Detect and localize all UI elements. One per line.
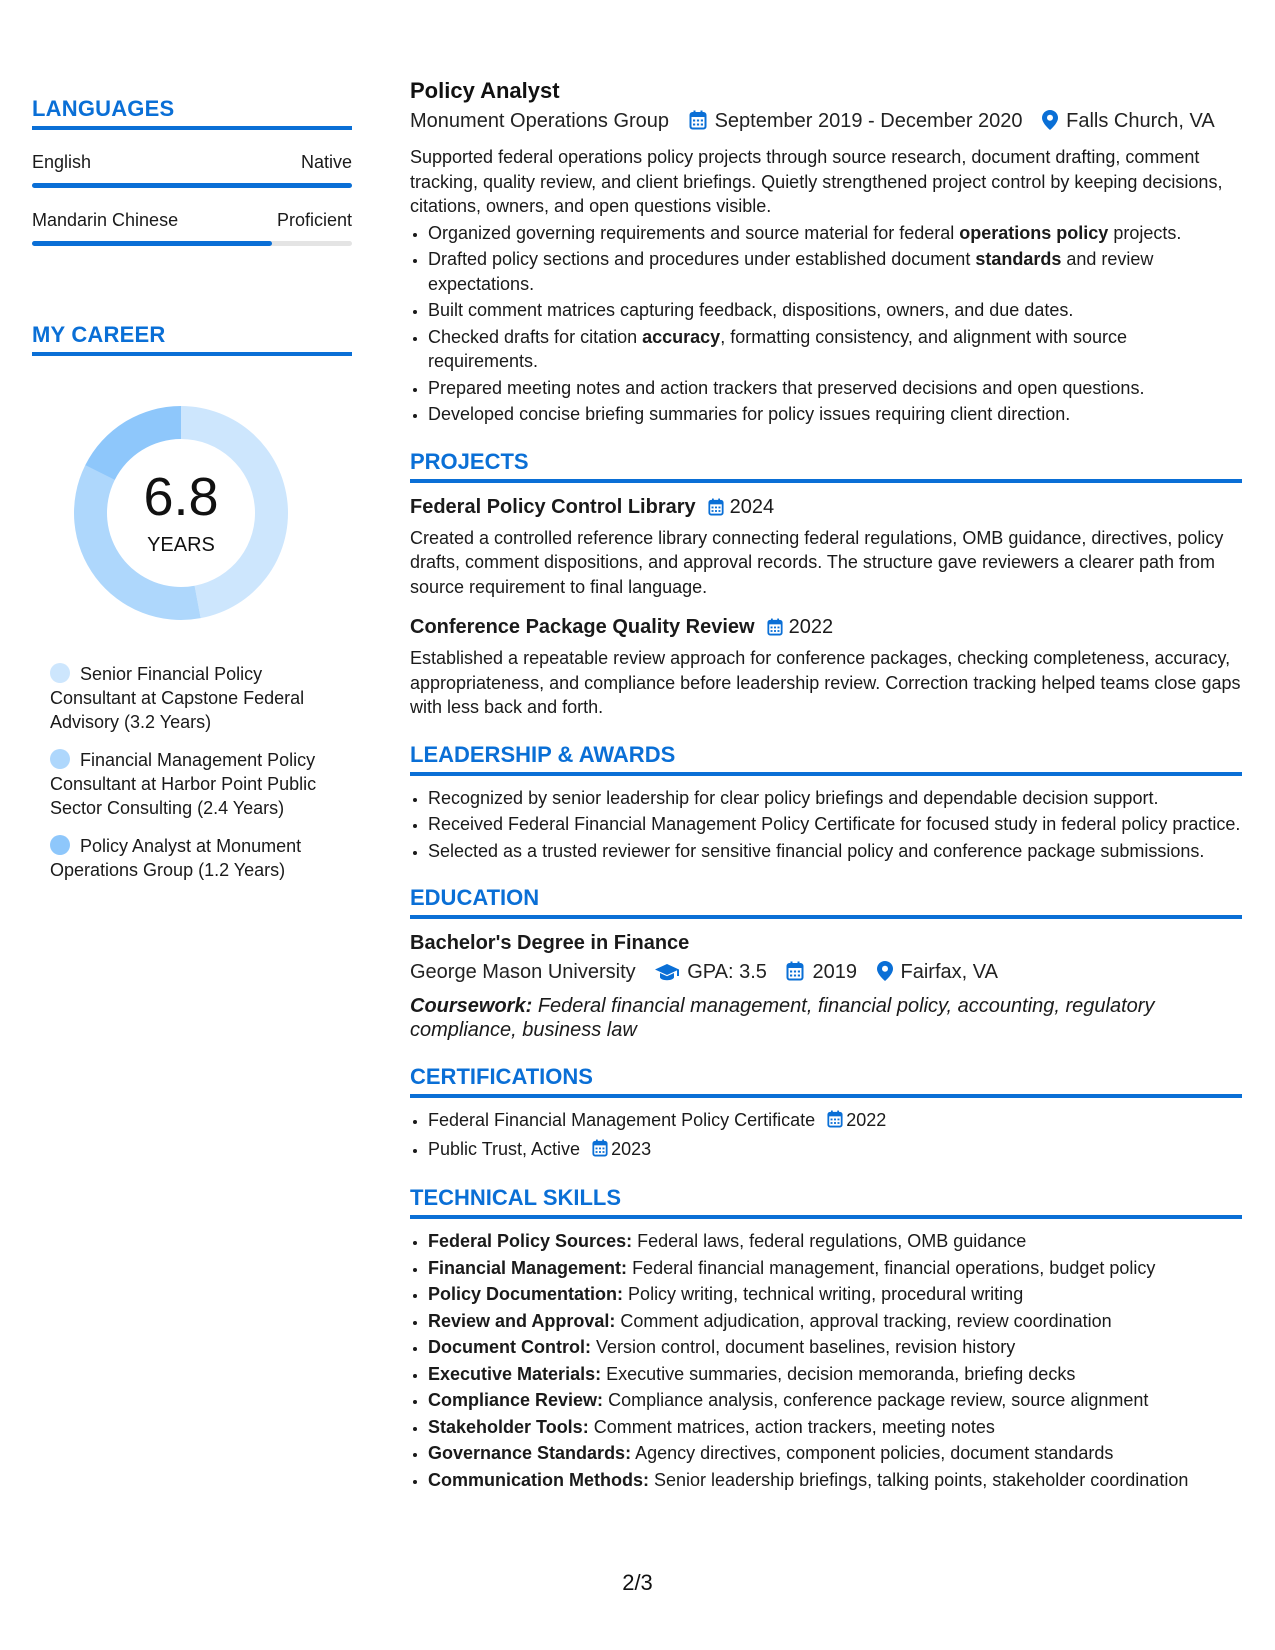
project-year: 2024 [729, 495, 775, 518]
education-school: George Mason University [410, 961, 636, 983]
skill-value: Senior leadership briefings, talking points, stakeholder coordination [654, 1469, 1189, 1490]
skill-value: Version control, document baselines, revision history [596, 1337, 1016, 1357]
skill-label: Executive Materials: [428, 1363, 602, 1384]
education-coursework [410, 994, 1242, 1042]
job-bullets [410, 221, 1242, 427]
skill-item [428, 1309, 1242, 1334]
project-title: Federal Policy Control Library [410, 495, 696, 518]
skill-item [428, 1468, 1242, 1493]
graduation-cap-icon [655, 960, 679, 990]
skill-value: Agency directives, component policies, document standards [635, 1443, 1114, 1463]
calendar-icon [592, 1139, 608, 1164]
legend-dot-icon [50, 835, 70, 855]
education-degree: Bachelor's Degree in Finance [410, 932, 690, 954]
skill-value: Federal financial management, financial operations, budget policy [632, 1257, 1156, 1278]
career-heading: MY CAREER [32, 322, 352, 356]
left-column [32, 96, 352, 896]
certification-name: Public Trust, Active [428, 1138, 581, 1159]
calendar-icon [786, 960, 804, 990]
job-bullet: • Checked drafts for citation accuracy, formatting consistency, and alignment with source requirements. [428, 325, 1242, 374]
skill-item [428, 1282, 1242, 1307]
skill-label: Federal Policy Sources: [428, 1231, 633, 1251]
career-legend-item [50, 834, 332, 882]
career-years-unit: YEARS [147, 534, 215, 556]
awards-list [410, 786, 1242, 864]
calendar-icon [767, 616, 783, 644]
right-column [410, 76, 1242, 1494]
skill-label: Financial Management: [428, 1257, 628, 1278]
calendar-icon [708, 496, 724, 524]
job-summary: Supported federal operations policy projects through source research, document drafting, comment tracking, quality review, and client briefings. Quietly strengthened project control by keeping decisions, citations, owners, and open questions visible. [410, 147, 1223, 216]
language-item [32, 210, 352, 246]
project-item [410, 493, 1242, 600]
skills-list [410, 1229, 1242, 1492]
language-level: Proficient [276, 210, 352, 230]
language-name: Mandarin Chinese [32, 210, 179, 230]
job-bullet: • Developed concise briefing summaries for policy issues requiring client direction. [428, 402, 1242, 427]
certification-item [428, 1108, 1242, 1135]
job-dates: September 2019 - December 2020 [714, 110, 1023, 132]
job-location: Falls Church, VA [1066, 110, 1215, 132]
certification-name: Federal Financial Management Policy Certificate [428, 1110, 816, 1130]
language-proficiency-bar [32, 241, 352, 246]
language-proficiency-fill [32, 241, 272, 246]
certification-item [428, 1137, 1242, 1164]
education-heading: EDUCATION [410, 885, 1242, 919]
skill-item [428, 1335, 1242, 1360]
skill-item [428, 1388, 1242, 1413]
skill-label: Governance Standards: [428, 1443, 632, 1463]
language-level: Native [300, 152, 352, 172]
skill-item [428, 1229, 1242, 1254]
education-location: Fairfax, VA [900, 961, 998, 983]
education-meta [410, 957, 1242, 990]
skill-value: Comment matrices, action trackers, meeting notes [593, 1416, 995, 1437]
language-proficiency-bar [32, 183, 352, 188]
career-legend [50, 662, 332, 882]
skill-value: Policy writing, technical writing, procedural writing [628, 1284, 1024, 1304]
legend-dot-icon [50, 749, 70, 769]
career-total-years: 6.8 [143, 467, 219, 527]
project-description: Established a repeatable review approach for conference packages, checking completeness, accuracy, appropriateness, and compliance before leadership review. Correction tracking helped teams close gaps with less back and forth. [410, 648, 1241, 717]
awards-heading: LEADERSHIP & AWARDS [410, 742, 1242, 776]
skill-label: Stakeholder Tools: [428, 1416, 589, 1437]
skill-item [428, 1415, 1242, 1440]
career-legend-item [50, 662, 332, 734]
skill-label: Communication Methods: [428, 1469, 649, 1490]
education-gpa: GPA: 3.5 [687, 961, 767, 983]
language-item [32, 152, 352, 188]
skill-label: Document Control: [428, 1337, 591, 1357]
award-item: • Selected as a trusted reviewer for sensitive financial policy and conference package submissions. [428, 839, 1242, 864]
skill-item [428, 1256, 1242, 1281]
job-bullet: • Built comment matrices capturing feedback, dispositions, owners, and due dates. [428, 298, 1242, 323]
project-year: 2022 [788, 616, 834, 638]
projects-heading: PROJECTS [410, 449, 1242, 483]
skill-label: Review and Approval: [428, 1310, 616, 1331]
education-year: 2019 [812, 961, 857, 983]
job-title: Policy Analyst [410, 78, 560, 103]
calendar-icon [827, 1110, 843, 1135]
job-bullet: • Organized governing requirements and source material for federal operations policy projects. [428, 221, 1242, 246]
location-pin-icon [877, 960, 893, 990]
career-legend-label: Financial Management Policy Consultant at Harbor Point Public Sector Consulting (2.4 Years) [50, 750, 317, 818]
job-bullet: • Drafted policy sections and procedures under established document standards and review expectations. [428, 247, 1242, 296]
award-item: • Received Federal Financial Management Policy Certificate for focused study in federal policy practice. [428, 812, 1242, 837]
skill-value: Compliance analysis, conference package review, source alignment [608, 1390, 1149, 1410]
skill-item [428, 1362, 1242, 1387]
languages-heading: LANGUAGES [32, 96, 352, 130]
career-donut-chart [66, 398, 296, 628]
skill-value: Federal laws, federal regulations, OMB guidance [637, 1231, 1027, 1251]
job-meta [410, 106, 1242, 139]
career-legend-label: Policy Analyst at Monument Operations Group (1.2 Years) [50, 836, 302, 880]
location-pin-icon [1042, 109, 1058, 139]
award-item: • Recognized by senior leadership for clear policy briefings and dependable decision support. [428, 786, 1242, 811]
coursework-label: Coursework: [410, 995, 533, 1017]
project-description: Created a controlled reference library connecting federal regulations, OMB guidance, directives, policy drafts, comment dispositions, and approval records. The structure gave reviewers a clearer path from source requirement to final language. [410, 527, 1224, 597]
skill-value: Comment adjudication, approval tracking, review coordination [620, 1310, 1112, 1331]
calendar-icon [689, 109, 707, 139]
career-legend-label: Senior Financial Policy Consultant at Capstone Federal Advisory (3.2 Years) [50, 664, 305, 732]
legend-dot-icon [50, 663, 70, 683]
job-company: Monument Operations Group [410, 110, 670, 132]
project-item [410, 613, 1242, 720]
certification-year: 2022 [846, 1110, 887, 1130]
skill-value: Executive summaries, decision memoranda, briefing decks [606, 1363, 1076, 1384]
language-proficiency-fill [32, 183, 352, 188]
page-number: 2/3 [622, 1570, 653, 1595]
coursework-text: Federal financial management, financial policy, accounting, regulatory compliance, business law [410, 995, 1155, 1041]
career-legend-item [50, 748, 332, 820]
skill-label: Policy Documentation: [428, 1284, 624, 1304]
skills-heading: TECHNICAL SKILLS [410, 1185, 1242, 1219]
job-bullet: • Prepared meeting notes and action trackers that preserved decisions and open questions. [428, 376, 1242, 401]
project-title: Conference Package Quality Review [410, 616, 755, 638]
certifications-list [410, 1108, 1242, 1163]
certifications-heading: CERTIFICATIONS [410, 1064, 1242, 1098]
language-name: English [32, 152, 92, 172]
skill-item [428, 1441, 1242, 1466]
skill-label: Compliance Review: [428, 1390, 604, 1410]
certification-year: 2023 [611, 1138, 652, 1159]
